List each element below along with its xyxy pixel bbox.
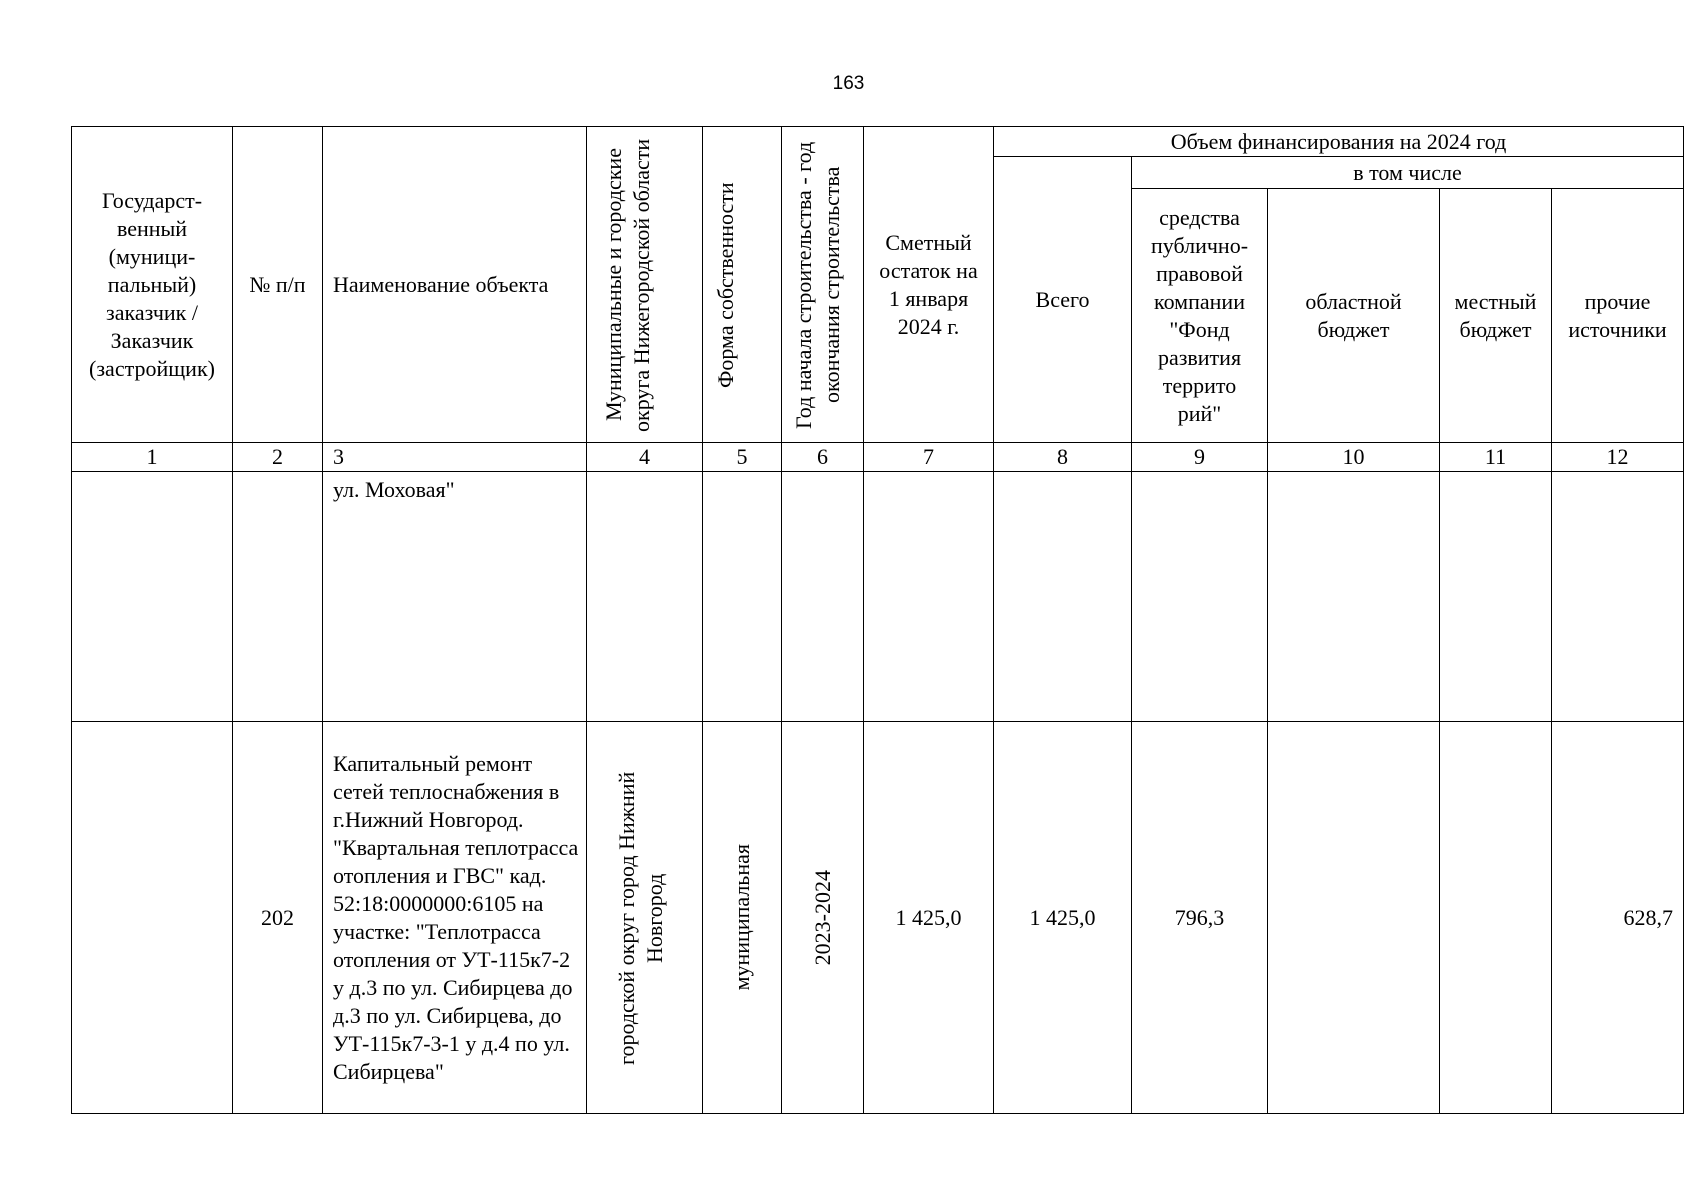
financing-table <box>71 126 1684 1114</box>
column-number-row <box>72 443 1684 472</box>
cell-regional <box>1268 472 1440 722</box>
column-number: 9 <box>1132 443 1268 472</box>
header-ownership: Форма собственности <box>703 127 782 443</box>
header-num: № п/п <box>233 127 323 443</box>
cell-num <box>233 472 323 722</box>
cell-other <box>1552 472 1684 722</box>
cell-estimate <box>864 472 994 722</box>
header-estimate: Сметный остаток на 1 января 2024 г. <box>864 127 994 443</box>
cell-other: 628,7 <box>1552 722 1684 1114</box>
header-funding: Объем финансирования на 2024 год <box>994 127 1684 157</box>
column-number: 3 <box>323 443 587 472</box>
cell-estimate: 1 425,0 <box>864 722 994 1114</box>
cell-num: 202 <box>233 722 323 1114</box>
cell-local <box>1440 472 1552 722</box>
header-total: Всего <box>994 157 1132 443</box>
page-number: 163 <box>832 73 865 94</box>
cell-fund: 796,3 <box>1132 722 1268 1114</box>
cell-fund <box>1132 472 1268 722</box>
cell-municipality <box>587 472 703 722</box>
column-number: 8 <box>994 443 1132 472</box>
column-number: 11 <box>1440 443 1552 472</box>
column-number: 10 <box>1268 443 1440 472</box>
header-other: прочие источники <box>1552 189 1684 443</box>
cell-local <box>1440 722 1552 1114</box>
header-including: в том числе <box>1132 157 1684 189</box>
column-number: 6 <box>782 443 864 472</box>
header-local: местный бюджет <box>1440 189 1552 443</box>
column-number: 1 <box>72 443 233 472</box>
header-years: Год начала строительства - год окончания строительства <box>782 127 864 443</box>
cell-total: 1 425,0 <box>994 722 1132 1114</box>
header-customer: Государст-венный (муници-пальный) заказчик / Заказчик (застройщик) <box>72 127 233 443</box>
cell-years: 2023-2024 <box>782 722 864 1114</box>
cell-ownership: муниципальная <box>703 722 782 1114</box>
cell-ownership <box>703 472 782 722</box>
column-number: 7 <box>864 443 994 472</box>
column-number: 2 <box>233 443 323 472</box>
cell-customer <box>72 722 233 1114</box>
header-municipality: Муниципальные и городские округа Нижегородской области <box>587 127 703 443</box>
column-number: 5 <box>703 443 782 472</box>
table-row <box>72 722 1684 1114</box>
column-number: 4 <box>587 443 703 472</box>
cell-object-name: ул. Моховая" <box>323 472 587 722</box>
cell-total <box>994 472 1132 722</box>
cell-object-name: Капитальный ремонт сетей теплоснабжения в г.Нижний Новгород. "Квартальная теплотрасса отопления и ГВС" кад. 52:18:0000000:6105 на участке: "Теплотрасса отопления от УТ-115к7-2 у д.3 по ул. Сибирцева до д.3 по ул. Сибирцева, до УТ-115к7-3-1 у д.4 по ул. Сибирцева" <box>323 722 587 1114</box>
cell-customer <box>72 472 233 722</box>
header-object-name: Наименование объекта <box>323 127 587 443</box>
column-number: 12 <box>1552 443 1684 472</box>
cell-regional <box>1268 722 1440 1114</box>
header-regional: областной бюджет <box>1268 189 1440 443</box>
cell-years <box>782 472 864 722</box>
table-row <box>72 472 1684 722</box>
cell-municipality: городской округ город Нижний Новгород <box>587 722 703 1114</box>
header-fund: средства публично-правовой компании "Фонд развития террито рий" <box>1132 189 1268 443</box>
